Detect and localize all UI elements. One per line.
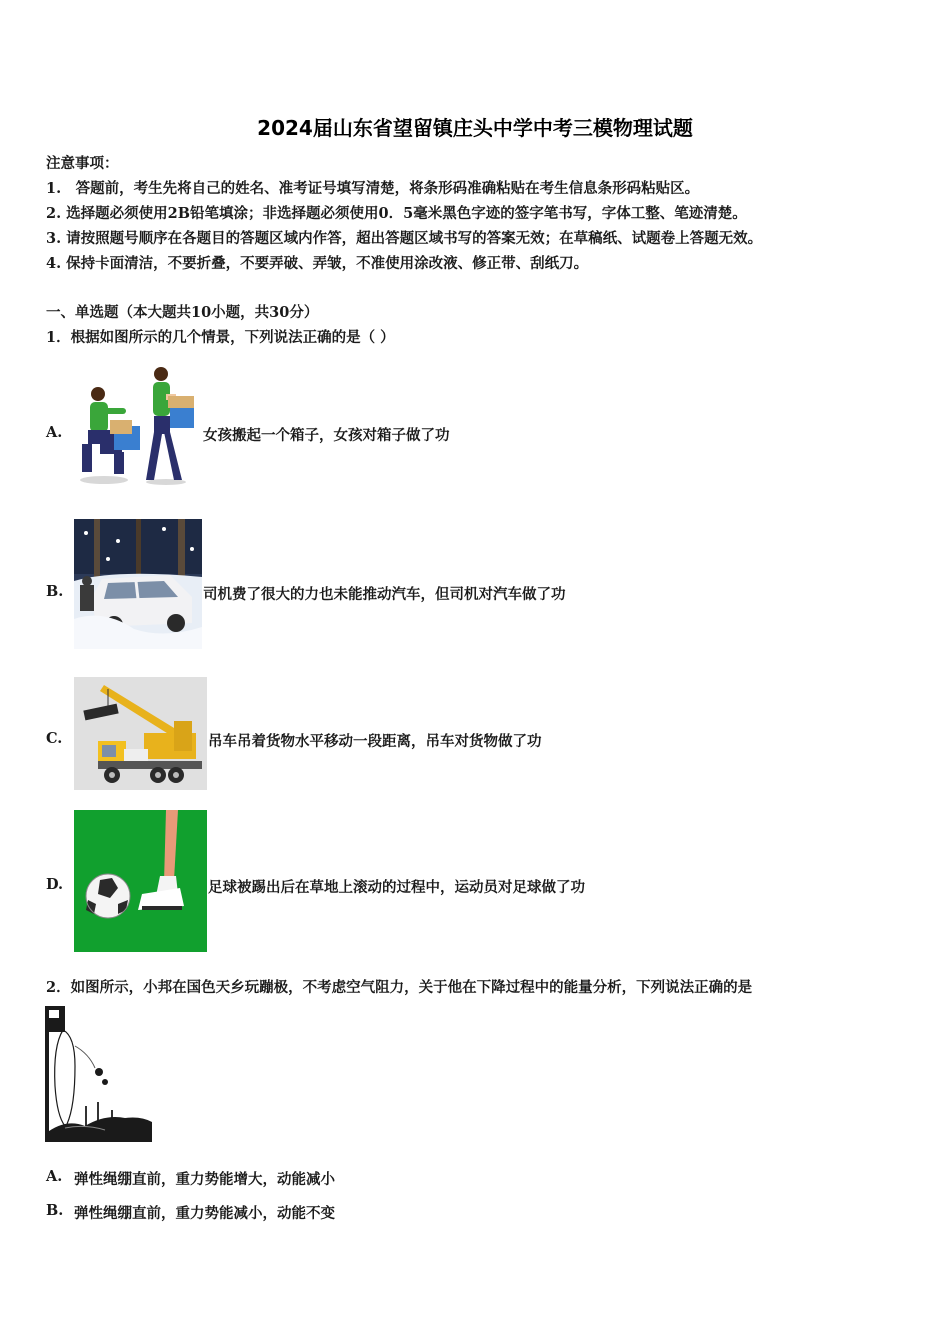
q2-option-b-text: 弹性绳绷直前，重力势能减小，动能不变 bbox=[74, 1205, 335, 1222]
q1-option-c-letter: C. bbox=[46, 730, 63, 747]
notice-item-2: 2. 选择题必须使用2B铅笔填涂；非选择题必须使用0．5毫米黑色字迹的签字笔书写，字体工整、笔迹清楚。 bbox=[46, 205, 747, 222]
q1-option-a-letter: A. bbox=[46, 424, 63, 441]
q2-option-a-text: 弹性绳绷直前，重力势能增大，动能减小 bbox=[74, 1171, 335, 1188]
bungee-jump-image bbox=[45, 1006, 152, 1142]
q1-option-c-text: 吊车吊着货物水平移动一段距离，吊车对货物做了功 bbox=[208, 733, 542, 750]
notice-item-4: 4. 保持卡面清洁，不要折叠，不要弄破、弄皱，不准使用涂改液、修正带、刮纸刀。 bbox=[46, 255, 589, 272]
soccer-kick-image bbox=[74, 810, 207, 952]
notice-item-1: 1. 答题前，考生先将自己的姓名、准考证号填写清楚，将条形码准确粘贴在考生信息条形码粘贴区。 bbox=[46, 180, 700, 197]
page-title: 2024届山东省望留镇庄头中学中考三模物理试题 bbox=[257, 116, 693, 140]
crane-truck-image bbox=[74, 677, 207, 790]
notice-heading: 注意事项： bbox=[46, 155, 119, 172]
q2-option-b-letter: B. bbox=[46, 1202, 64, 1219]
snow-car-image bbox=[74, 519, 202, 649]
q1-option-d-letter: D. bbox=[46, 876, 64, 893]
q2-option-a-letter: A. bbox=[46, 1168, 63, 1185]
q1-option-a-text: 女孩搬起一个箱子，女孩对箱子做了功 bbox=[203, 427, 450, 444]
question-1-stem: 1．根据如图所示的几个情景，下列说法正确的是（ ） bbox=[46, 329, 395, 346]
notice-item-3: 3. 请按照题号顺序在各题目的答题区域内作答，超出答题区域书写的答案无效；在草稿纸、试题卷上答题无效。 bbox=[46, 230, 763, 247]
q1-option-b-letter: B. bbox=[46, 583, 64, 600]
girl-lifting-box-image bbox=[74, 362, 202, 486]
q1-option-b-text: 司机费了很大的力也未能推动汽车，但司机对汽车做了功 bbox=[203, 586, 566, 603]
section-heading: 一、单选题（本大题共10小题，共30分） bbox=[46, 304, 319, 321]
q1-option-d-text: 足球被踢出后在草地上滚动的过程中，运动员对足球做了功 bbox=[208, 879, 585, 896]
question-2-stem: 2．如图所示，小邦在国色天乡玩蹦极，不考虑空气阻力，关于他在下降过程中的能量分析，下列说法正确的是 bbox=[46, 979, 753, 996]
